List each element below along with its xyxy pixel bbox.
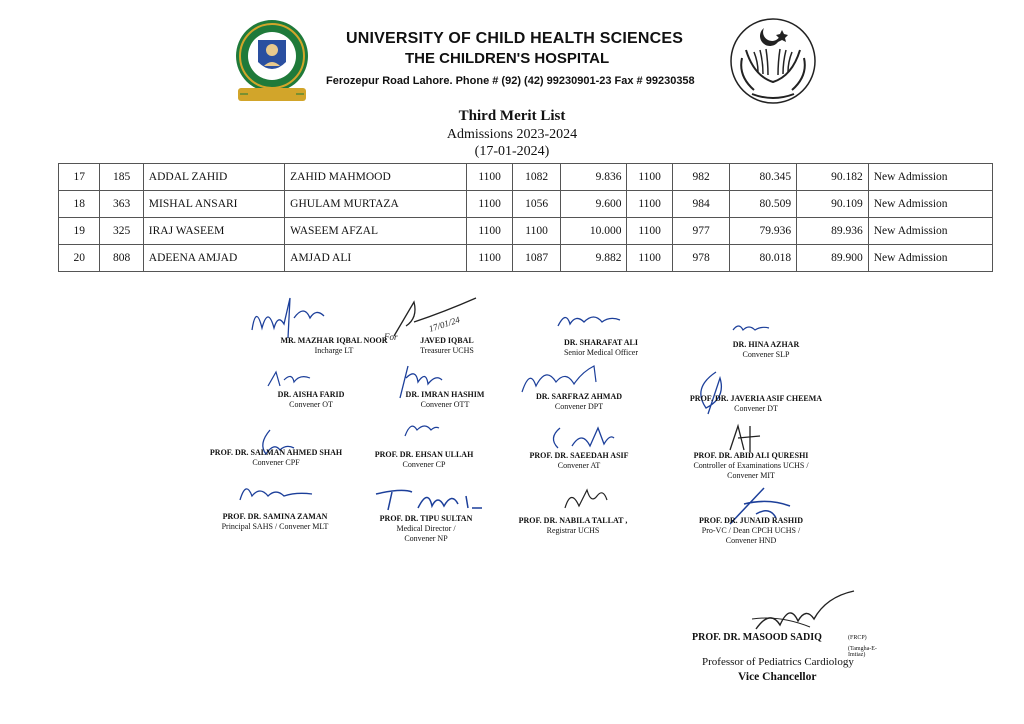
signatory-name: PROF. DR. ABID ALI QURESHI [693,451,809,460]
student-name-cell: ADDAL ZAHID [143,164,284,191]
signatory-designation: Convener HND [725,536,777,545]
vice-chancellor-profession: Professor of Pediatrics Cardiology [702,656,854,668]
fsc-obtained-cell: 1087 [513,245,560,272]
signatory [264,336,404,356]
signatory-designation: Principal SAHS / Convener MLT [221,522,329,531]
fsc-total-cell: 1100 [466,218,512,245]
signatory-designation: Incharge LT [314,346,354,355]
signatory-name: JAVED IQBAL [420,336,474,345]
father-name-cell: GHULAM MURTAZA [285,191,467,218]
signatory-name: PROF. DR. SALMAN AHMED SHAH [209,448,343,457]
fsc-weightage-cell: 9.836 [560,164,627,191]
test-weightage-cell: 79.936 [730,218,797,245]
test-total-cell: 1100 [627,218,672,245]
father-name-cell: ZAHID MAHMOOD [285,164,467,191]
signatory-designation: Convener MIT [727,471,775,480]
signature-scrawl-icon [546,424,616,454]
university-name: UNIVERSITY OF CHILD HEALTH SCIENCES [346,30,684,47]
signatory-designation: Convener DPT [554,402,604,411]
address-line: Ferozepur Road Lahore. Phone # (92) (42) 99230901-23 Fax # 99230358 [326,75,695,87]
status-cell: New Admission [868,218,992,245]
signature-scrawl-icon [236,478,316,504]
merit-list-title: Third Merit List [458,108,566,124]
vice-chancellor-signature-icon [750,589,860,635]
fsc-total-cell: 1100 [466,245,512,272]
vice-chancellor-title: Vice Chancellor [738,671,817,683]
signature-scrawl-icon [264,368,314,390]
signatory-designation: Controller of Examinations UCHS / [693,461,809,470]
student-name-cell: ADEENA AMJAD [143,245,284,272]
test-total-cell: 1100 [627,191,672,218]
test-weightage-cell: 80.018 [730,245,797,272]
signatory-name: PROF. DR. JAVERIA ASIF CHEEMA [689,394,823,403]
signatory-name: MR. MAZHAR IQBAL NOOR [280,336,388,345]
test-obtained-cell: 978 [672,245,730,272]
signatory-name: PROF. DR. TIPU SULTAN [379,514,473,523]
signatory [366,514,486,544]
aggregate-cell: 89.900 [797,245,869,272]
signature-scrawl-icon [554,306,624,336]
signatory-designation: Medical Director / [396,524,456,533]
signatory-designation: Convener CPF [252,458,300,467]
signatory-designation: Convener OTT [420,400,470,409]
vice-chancellor-honour: (Tamgha-E-Imtiaz) [848,646,877,658]
sr-no-cell: 20 [59,245,100,272]
test-obtained-cell: 984 [672,191,730,218]
father-name-cell: WASEEM AFZAL [285,218,467,245]
vice-chancellor-block [690,585,890,695]
list-date: (17-01-2024) [474,144,550,159]
roll-no-cell: 325 [100,218,143,245]
fsc-weightage-cell: 9.882 [560,245,627,272]
fsc-obtained-cell: 1056 [513,191,560,218]
signatory [508,516,638,536]
table-row [59,191,993,218]
signatory [390,390,500,410]
fsc-weightage-cell: 9.600 [560,191,627,218]
signatory-designation: Registrar UCHS [546,526,600,535]
uchs-seal-icon [232,18,314,106]
signatory-name: PROF. DR. JUNAID RASHID [699,516,803,525]
test-total-cell: 1100 [627,164,672,191]
vice-chancellor-name: PROF. DR. MASOOD SADIQ [692,632,822,643]
test-obtained-cell: 982 [672,164,730,191]
signatory [256,390,366,410]
signatory [514,392,644,412]
roll-no-cell: 808 [100,245,143,272]
signature-scrawl-icon [731,320,771,334]
student-name-cell: MISHAL ANSARI [143,191,284,218]
test-weightage-cell: 80.345 [730,164,797,191]
handwritten-date-mark: 17/01/24 [427,314,462,334]
status-cell: New Admission [868,164,992,191]
sr-no-cell: 18 [59,191,100,218]
student-name-cell: IRAJ WASEEM [143,218,284,245]
signature-scrawl-icon [401,418,441,440]
signature-scrawl-icon [248,294,328,340]
signatory-designation: Pro-VC / Dean CPCH UCHS / [701,526,801,535]
signatory [196,448,356,468]
test-weightage-cell: 80.509 [730,191,797,218]
signature-scrawl-icon [561,484,611,512]
status-cell: New Admission [868,191,992,218]
roll-no-cell: 363 [100,191,143,218]
signatory [514,451,644,471]
signatory-designation: Convener CP [402,460,446,469]
signatory [364,450,484,470]
signatory-name: PROF. DR. NABILA TALLAT , [518,516,628,525]
roll-no-cell: 185 [100,164,143,191]
signatory-designation: Treasurer UCHS [420,346,474,355]
signatory [536,338,666,358]
table-row [59,245,993,272]
aggregate-cell: 89.936 [797,218,869,245]
test-obtained-cell: 977 [672,218,730,245]
signatory [676,451,826,481]
signatory-designation: Convener AT [557,461,601,470]
signatory-designation: Convener DT [734,404,778,413]
signatory-name: DR. SARFRAZ AHMAD [536,392,622,401]
fsc-obtained-cell: 1082 [513,164,560,191]
admissions-session: Admissions 2023-2024 [446,127,578,142]
signatory [392,336,502,356]
signatory-name: DR. HINA AZHAR [732,340,800,349]
signatory-designation: Senior Medical Officer [563,348,639,357]
signature-scrawl-icon [384,292,484,342]
signatory-designation: Convener OT [289,400,333,409]
aggregate-cell: 90.182 [797,164,869,191]
status-cell: New Admission [868,245,992,272]
vice-chancellor-frcp: (FRCP) [848,635,867,641]
signature-scrawl-icon [516,362,606,396]
punjab-govt-emblem-icon [724,16,822,106]
merit-table [58,163,993,272]
fsc-total-cell: 1100 [466,191,512,218]
signatory [686,516,816,546]
hospital-name: THE CHILDREN'S HOSPITAL [405,50,610,67]
signatory [696,340,836,360]
aggregate-cell: 90.109 [797,191,869,218]
signatory-name: DR. AISHA FARID [277,390,345,399]
father-name-cell: AMJAD ALI [285,245,467,272]
sr-no-cell: 17 [59,164,100,191]
signatory-name: PROF. DR. SAEEDAH ASIF [529,451,629,460]
signatory-name: PROF. DR. EHSAN ULLAH [374,450,474,459]
signatory-name: PROF. DR. SAMINA ZAMAN [222,512,328,521]
signature-scrawl-icon [372,486,484,512]
sr-no-cell: 19 [59,218,100,245]
signatory-designation: Convener SLP [742,350,790,359]
fsc-total-cell: 1100 [466,164,512,191]
table-row [59,164,993,191]
signature-scrawl-icon [724,422,764,454]
signatory [666,394,846,414]
signatures-panel [196,288,826,543]
signatory-name: DR. SHARAFAT ALI [563,338,638,347]
fsc-weightage-cell: 10.000 [560,218,627,245]
signatory-name: DR. IMRAN HASHIM [405,390,485,399]
signatory-designation: Convener NP [404,534,448,543]
fsc-obtained-cell: 1100 [513,218,560,245]
handwritten-for-mark: For [384,332,398,342]
table-row [59,218,993,245]
test-total-cell: 1100 [627,245,672,272]
signatory [200,512,350,532]
